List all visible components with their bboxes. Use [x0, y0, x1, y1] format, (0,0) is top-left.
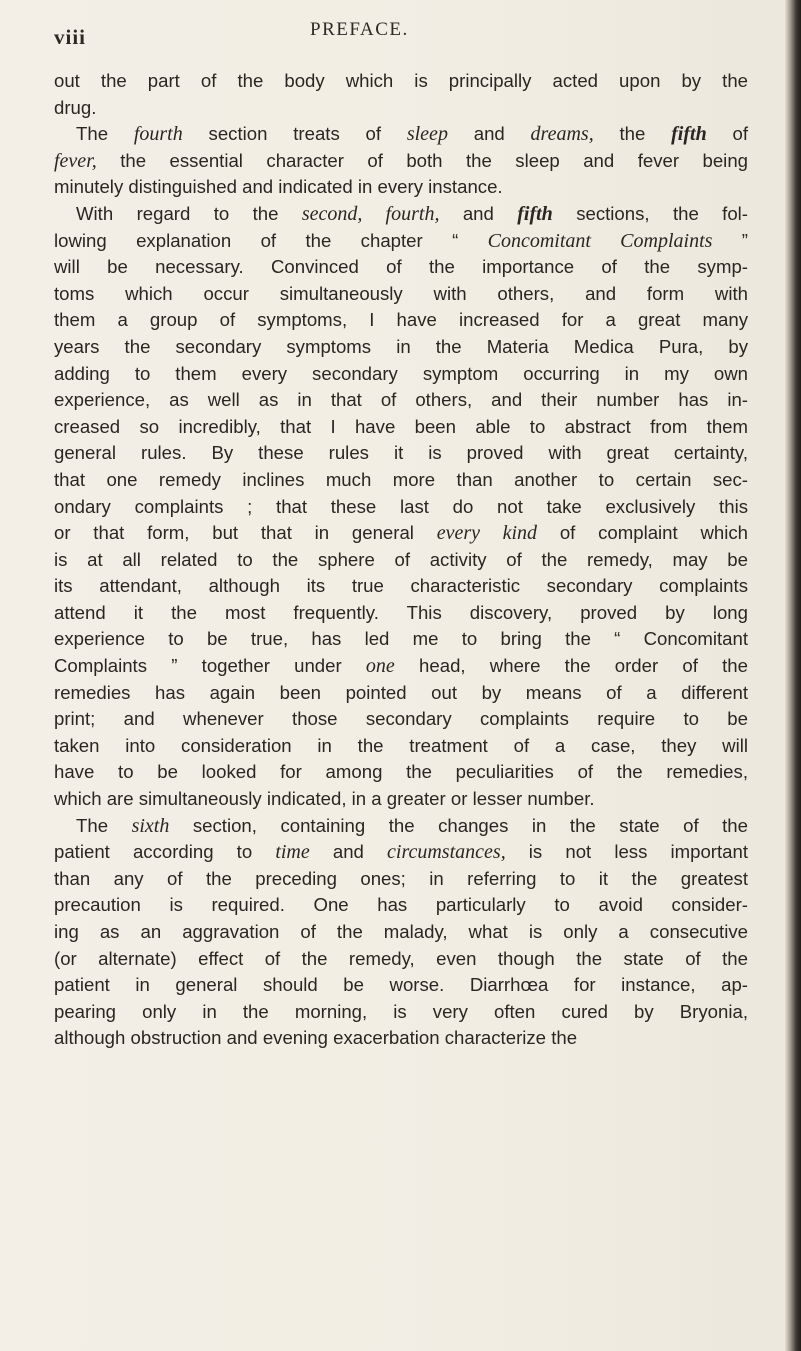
text-segment: the: [593, 123, 672, 145]
text-line: [54, 999, 748, 1026]
text-segment: precaution is required. One has particularly to avoid consider-: [54, 894, 748, 916]
text-line: [54, 414, 748, 441]
text-segment: or that form, but that in general: [54, 522, 437, 544]
text-line: [54, 201, 748, 228]
text-segment: fifth: [517, 202, 553, 225]
text-segment: which are simultaneously indicated, in a greater or lesser number.: [54, 788, 595, 810]
text-segment: head, where the order of the: [394, 655, 748, 677]
text-line: [54, 281, 748, 308]
text-segment: will be necessary. Convinced of the importance of the symp-: [54, 256, 748, 278]
text-line: [54, 919, 748, 946]
text-segment: patient in general should be worse. Diarrhœa for instance, ap-: [54, 974, 748, 996]
preface-body-text: [54, 68, 748, 1052]
running-title: PREFACE.: [310, 19, 409, 40]
text-line: [54, 706, 748, 733]
text-segment: print; and whenever those secondary complaints require to be: [54, 708, 748, 730]
text-segment: drug.: [54, 96, 97, 118]
text-segment: of: [706, 123, 748, 145]
text-segment: ”: [712, 229, 748, 251]
text-segment: experience, as well as in that of others, and their number has in-: [54, 389, 748, 411]
text-line: [54, 680, 748, 707]
text-line: [54, 839, 748, 866]
text-segment: them a group of symptoms, I have increased for a great many: [54, 309, 748, 331]
text-segment: every kind: [436, 522, 538, 545]
text-segment: have to be looked for among the peculiarities of the remedies,: [54, 761, 748, 783]
text-line: [54, 228, 748, 255]
text-segment: patient according to: [54, 841, 276, 863]
text-segment: creased so incredibly, that I have been able to abstract from them: [54, 415, 748, 437]
text-line: [54, 121, 748, 148]
text-line: [54, 494, 748, 521]
text-segment: Complaints ” together under: [54, 655, 366, 677]
text-line: [54, 440, 748, 467]
text-segment: With regard to the: [76, 202, 302, 224]
text-segment: The: [76, 814, 132, 836]
text-segment: the essential character of both the sleep and fever being: [96, 149, 748, 171]
text-segment: and: [439, 202, 518, 224]
text-segment: sleep: [406, 123, 448, 146]
text-segment: fever,: [54, 149, 97, 172]
text-line: [54, 946, 748, 973]
text-segment: time: [275, 841, 310, 864]
text-line: [54, 467, 748, 494]
text-segment: fourth: [133, 123, 183, 146]
text-line: [54, 759, 748, 786]
text-segment: that one remedy inclines much more than another to certain sec-: [54, 468, 748, 490]
text-segment: sixth: [131, 814, 170, 837]
text-segment: toms which occur simultaneously with others, and form with: [54, 282, 748, 304]
text-segment: general rules. By these rules it is proved with great certainty,: [54, 442, 748, 464]
text-line: [54, 733, 748, 760]
text-segment: one: [365, 655, 395, 678]
text-line: [54, 307, 748, 334]
text-segment: of complaint which: [537, 522, 748, 544]
text-line: [54, 786, 748, 813]
text-segment: attend it the most frequently. This discovery, proved by long: [54, 601, 748, 623]
text-segment: out the part of the body which is principally acted upon by the: [54, 70, 748, 91]
text-segment: dreams,: [530, 123, 594, 146]
text-segment: adding to them every secondary symptom occurring in my own: [54, 362, 748, 384]
text-segment: (or alternate) effect of the remedy, even though the state of the: [54, 947, 748, 969]
text-segment: section, containing the changes in the state of the: [169, 814, 748, 836]
text-line: [54, 626, 748, 653]
text-segment: circumstances,: [387, 841, 506, 864]
text-segment: sections, the fol-: [552, 202, 748, 224]
text-line: [54, 520, 748, 547]
text-line: [54, 148, 748, 175]
text-line: [54, 1025, 748, 1052]
text-segment: lowing explanation of the chapter “: [54, 229, 488, 251]
text-segment: although obstruction and evening exacerbation characterize the: [54, 1027, 578, 1049]
text-line: [54, 387, 748, 414]
text-line: [54, 68, 748, 95]
text-segment: than any of the preceding ones; in referring to it the greatest: [54, 867, 748, 889]
text-line: [54, 813, 748, 840]
text-line: [54, 334, 748, 361]
text-line: [54, 600, 748, 627]
text-segment: pearing only in the morning, is very often cured by Bryonia,: [54, 1000, 748, 1022]
text-line: [54, 361, 748, 388]
text-segment: minutely distinguished and indicated in every instance.: [54, 176, 503, 198]
text-line: [54, 866, 748, 893]
text-segment: is not less important: [505, 841, 749, 863]
text-line: [54, 174, 748, 201]
text-segment: is at all related to the sphere of activity of the remedy, may be: [54, 548, 748, 570]
text-segment: experience to be true, has led me to bring the “ Concomitant: [54, 628, 748, 650]
text-line: [54, 653, 748, 680]
text-line: [54, 95, 748, 122]
text-segment: The: [76, 123, 134, 145]
text-segment: and: [447, 123, 531, 145]
text-line: [54, 573, 748, 600]
text-segment: section treats of: [182, 123, 407, 145]
text-line: [54, 892, 748, 919]
book-spine-edge: [785, 0, 801, 1351]
page-number: viii: [54, 25, 87, 49]
text-segment: its attendant, although its true characteristic secondary complaints: [54, 575, 748, 597]
text-line: [54, 254, 748, 281]
text-line: [54, 547, 748, 574]
text-segment: Concomitant Complaints: [487, 229, 713, 252]
text-segment: remedies has again been pointed out by means of a different: [54, 681, 748, 703]
text-segment: ondary complaints ; that these last do not take exclusively this: [54, 495, 748, 517]
text-segment: and: [309, 841, 388, 863]
text-segment: fifth: [671, 123, 707, 146]
text-segment: taken into consideration in the treatment of a case, they will: [54, 734, 748, 756]
text-segment: second, fourth,: [301, 202, 440, 225]
text-segment: years the secondary symptoms in the Materia Medica Pura, by: [54, 335, 748, 357]
text-segment: ing as an aggravation of the malady, what is only a consecutive: [54, 921, 748, 942]
text-line: [54, 972, 748, 999]
